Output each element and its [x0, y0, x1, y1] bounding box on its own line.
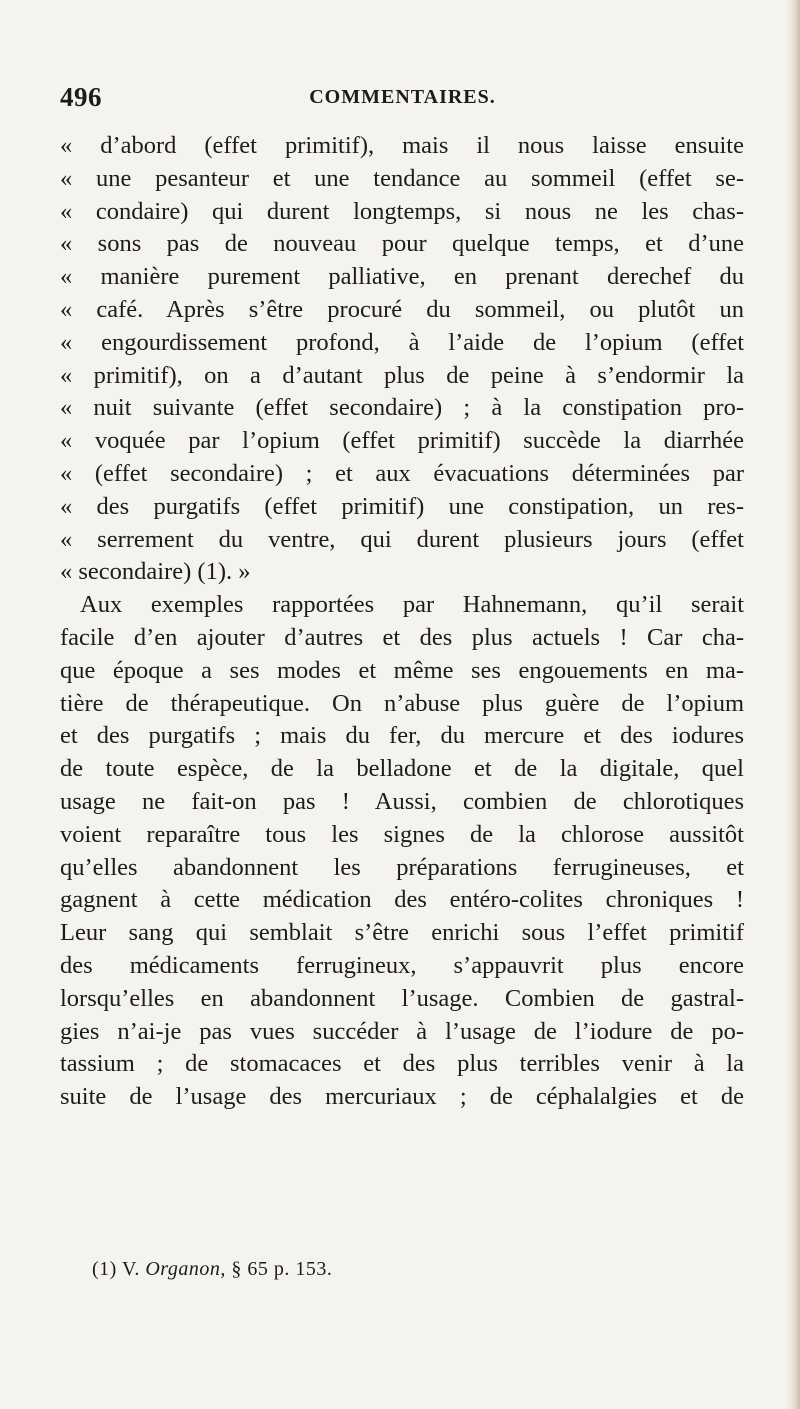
text-line: « primitif), on a d’autant plus de peine à s’endormir la: [60, 361, 744, 389]
text-line: « d’abord (effet primitif), mais il nous laisse ensuite: [60, 132, 744, 159]
text-line: « secondaire) (1). »: [60, 558, 251, 586]
text-line: gagnent à cette médication des entéro-colites chroniques !: [60, 886, 744, 914]
footnote-reference: , § 65 p. 153.: [220, 1258, 333, 1280]
text-line: « engourdissement profond, à l’aide de l’opium (effet: [60, 328, 744, 356]
text-line: tassium ; de stomacaces et des plus terribles venir à la: [60, 1050, 744, 1078]
page-header: [60, 82, 745, 122]
page-edge-shadow: [786, 0, 800, 1409]
text-line: suite de l’usage des mercuriaux ; de céphalalgies et de: [60, 1083, 744, 1111]
footnote-prefix: (1) V.: [92, 1258, 146, 1280]
text-line: « nuit suivante (effet secondaire) ; à la constipation pro-: [60, 394, 744, 422]
footnote: [92, 1258, 332, 1281]
footnote-work-title: Organon: [145, 1258, 221, 1280]
text-line: qu’elles abandonnent les préparations ferrugineuses, et: [60, 853, 744, 881]
text-line: « serrement du ventre, qui durent plusieurs jours (effet: [60, 525, 744, 553]
paragraph-start-line: Aux exemples rapportées par Hahnemann, qu’il serait: [80, 591, 744, 619]
text-line: « café. Après s’être procuré du sommeil, ou plutôt un: [60, 295, 744, 323]
text-line: facile d’en ajouter d’autres et des plus actuels ! Car cha-: [60, 623, 744, 651]
text-line: de toute espèce, de la belladone et de la digitale, quel: [60, 755, 744, 783]
page-number: 496: [60, 82, 102, 112]
text-line: « une pesanteur et une tendance au sommeil (effet se-: [60, 164, 744, 192]
text-line: usage ne fait-on pas ! Aussi, combien de chlorotiques: [60, 787, 744, 815]
text-line: Leur sang qui semblait s’être enrichi sous l’effet primitif: [60, 919, 744, 947]
text-line: gies n’ai-je pas vues succéder à l’usage de l’iodure de po-: [60, 1017, 744, 1045]
text-line: voient reparaître tous les signes de la chlorose aussitôt: [60, 820, 744, 848]
text-line: « (effet secondaire) ; et aux évacuations déterminées par: [60, 459, 744, 487]
text-line: « manière purement palliative, en prenant derechef du: [60, 263, 744, 291]
text-line: « sons pas de nouveau pour quelque temps, et d’une: [60, 230, 744, 258]
text-line: et des purgatifs ; mais du fer, du mercure et des iodures: [60, 722, 744, 750]
text-line: « des purgatifs (effet primitif) une constipation, un res-: [60, 492, 744, 520]
body-text: [60, 130, 744, 1114]
text-line: des médicaments ferrugineux, s’appauvrit plus encore: [60, 951, 744, 979]
text-line: tière de thérapeutique. On n’abuse plus guère de l’opium: [60, 689, 744, 717]
running-title: COMMENTAIRES.: [309, 86, 496, 108]
text-line: « voquée par l’opium (effet primitif) succède la diarrhée: [60, 427, 744, 455]
text-line: que époque a ses modes et même ses engouements en ma-: [60, 656, 744, 684]
text-line: « condaire) qui durent longtemps, si nous ne les chas-: [60, 197, 744, 225]
text-line: lorsqu’elles en abandonnent l’usage. Combien de gastral-: [60, 984, 744, 1012]
